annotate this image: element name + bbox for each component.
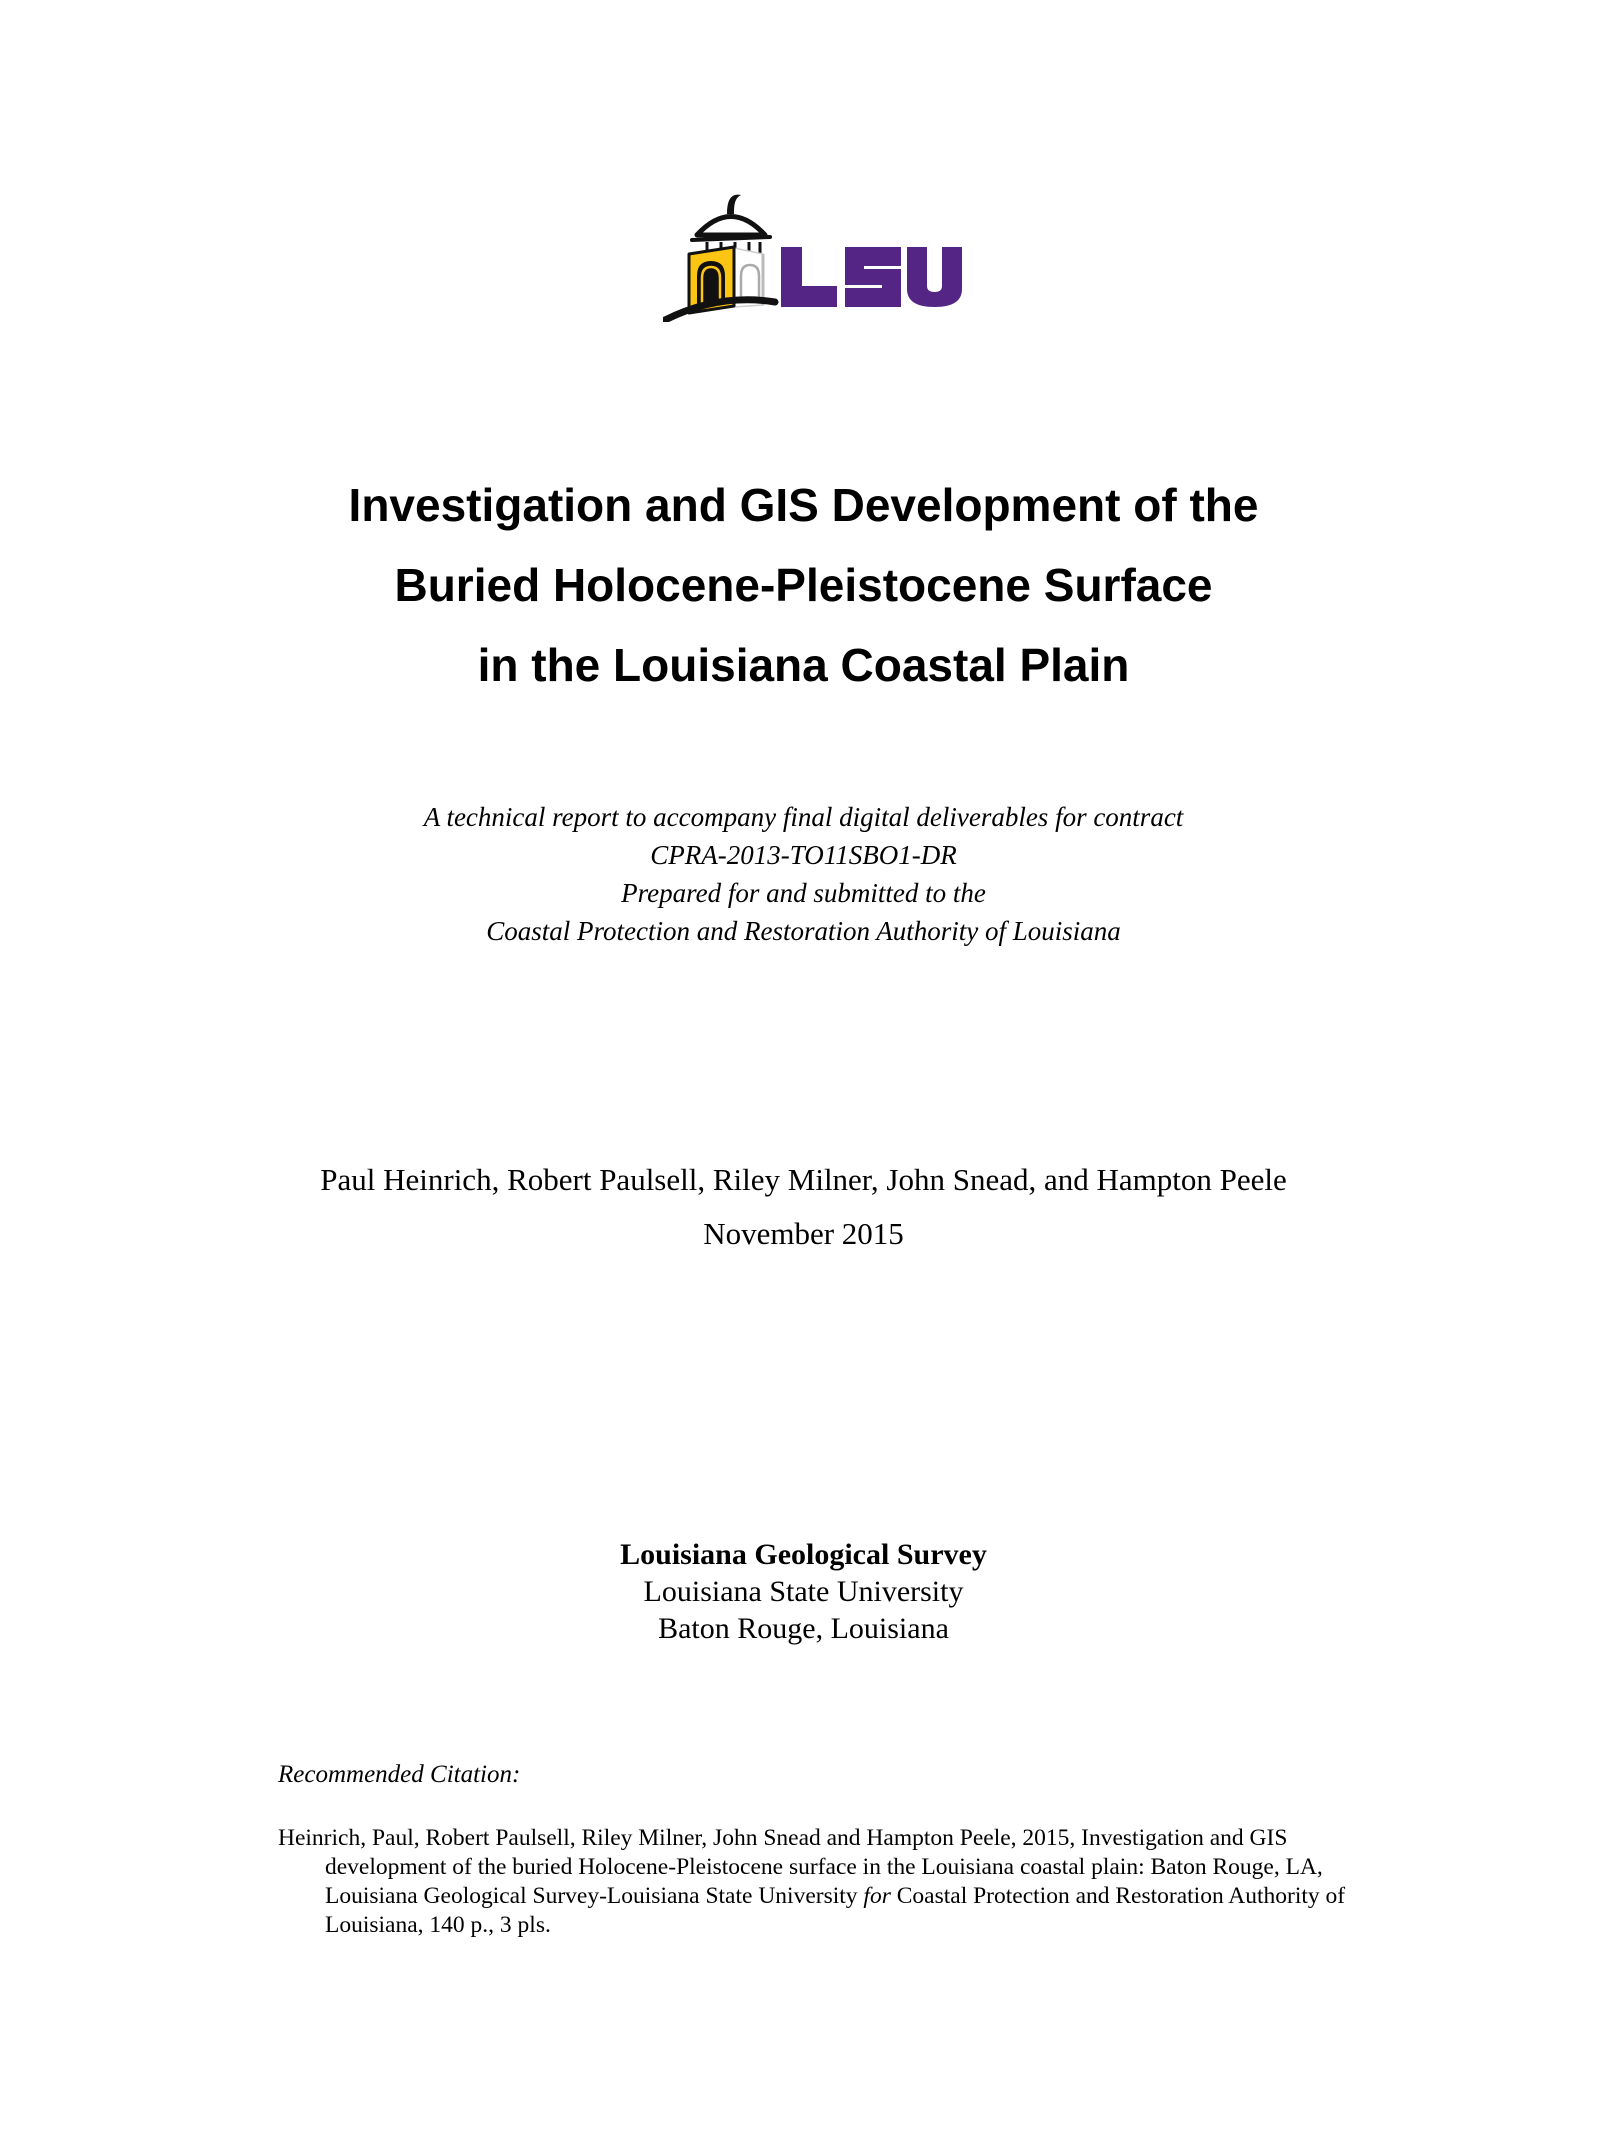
citation-heading: Recommended Citation:	[278, 1761, 521, 1788]
lsu-letters	[781, 247, 962, 307]
contract-subtitle-line-1: A technical report to accompany final digital deliverables for contract	[423, 802, 1184, 832]
lsu-logo-graphic	[663, 192, 963, 322]
contract-subtitle	[0, 798, 1607, 950]
campanile-tower-icon	[665, 195, 775, 320]
report-title-line-2: Buried Holocene-Pleistocene Surface	[394, 559, 1213, 611]
authors-line: Paul Heinrich, Robert Paulsell, Riley Milner, John Snead, and Hampton Peele	[320, 1162, 1287, 1197]
affiliation-university: Louisiana State University	[643, 1575, 964, 1608]
report-title-line-3: in the Louisiana Coastal Plain	[477, 639, 1130, 691]
contract-number: CPRA-2013-TO11SBO1-DR	[650, 840, 957, 870]
report-title	[0, 465, 1607, 705]
affiliation-organization: Louisiana Geological Survey	[620, 1538, 987, 1571]
contract-subtitle-line-3: Prepared for and submitted to the	[621, 878, 986, 908]
affiliation-location: Baton Rouge, Louisiana	[658, 1612, 949, 1645]
lsu-logo	[663, 192, 963, 322]
citation-text-before: Heinrich, Paul, Robert Paulsell, Riley Milner, John Snead and Hampton Peele, 2015, Investigation and GIS development of the buried Holocene-Pleistocene surface in the Louisiana coastal plain: Baton Rouge, LA, Louisiana Geological Survey-Louisiana State University	[278, 1824, 1323, 1909]
citation-italic-word: for	[863, 1882, 891, 1909]
contract-subtitle-line-4: Coastal Protection and Restoration Authority of Louisiana	[486, 916, 1121, 946]
report-date: November 2015	[703, 1216, 904, 1251]
citation-text	[278, 1824, 1395, 1940]
report-title-line-1: Investigation and GIS Development of the	[348, 479, 1259, 531]
citation-text-after: Coastal Protection and Restoration Authority of Louisiana, 140 p., 3 pls.	[325, 1882, 1346, 1938]
affiliation-block	[0, 1536, 1607, 1647]
